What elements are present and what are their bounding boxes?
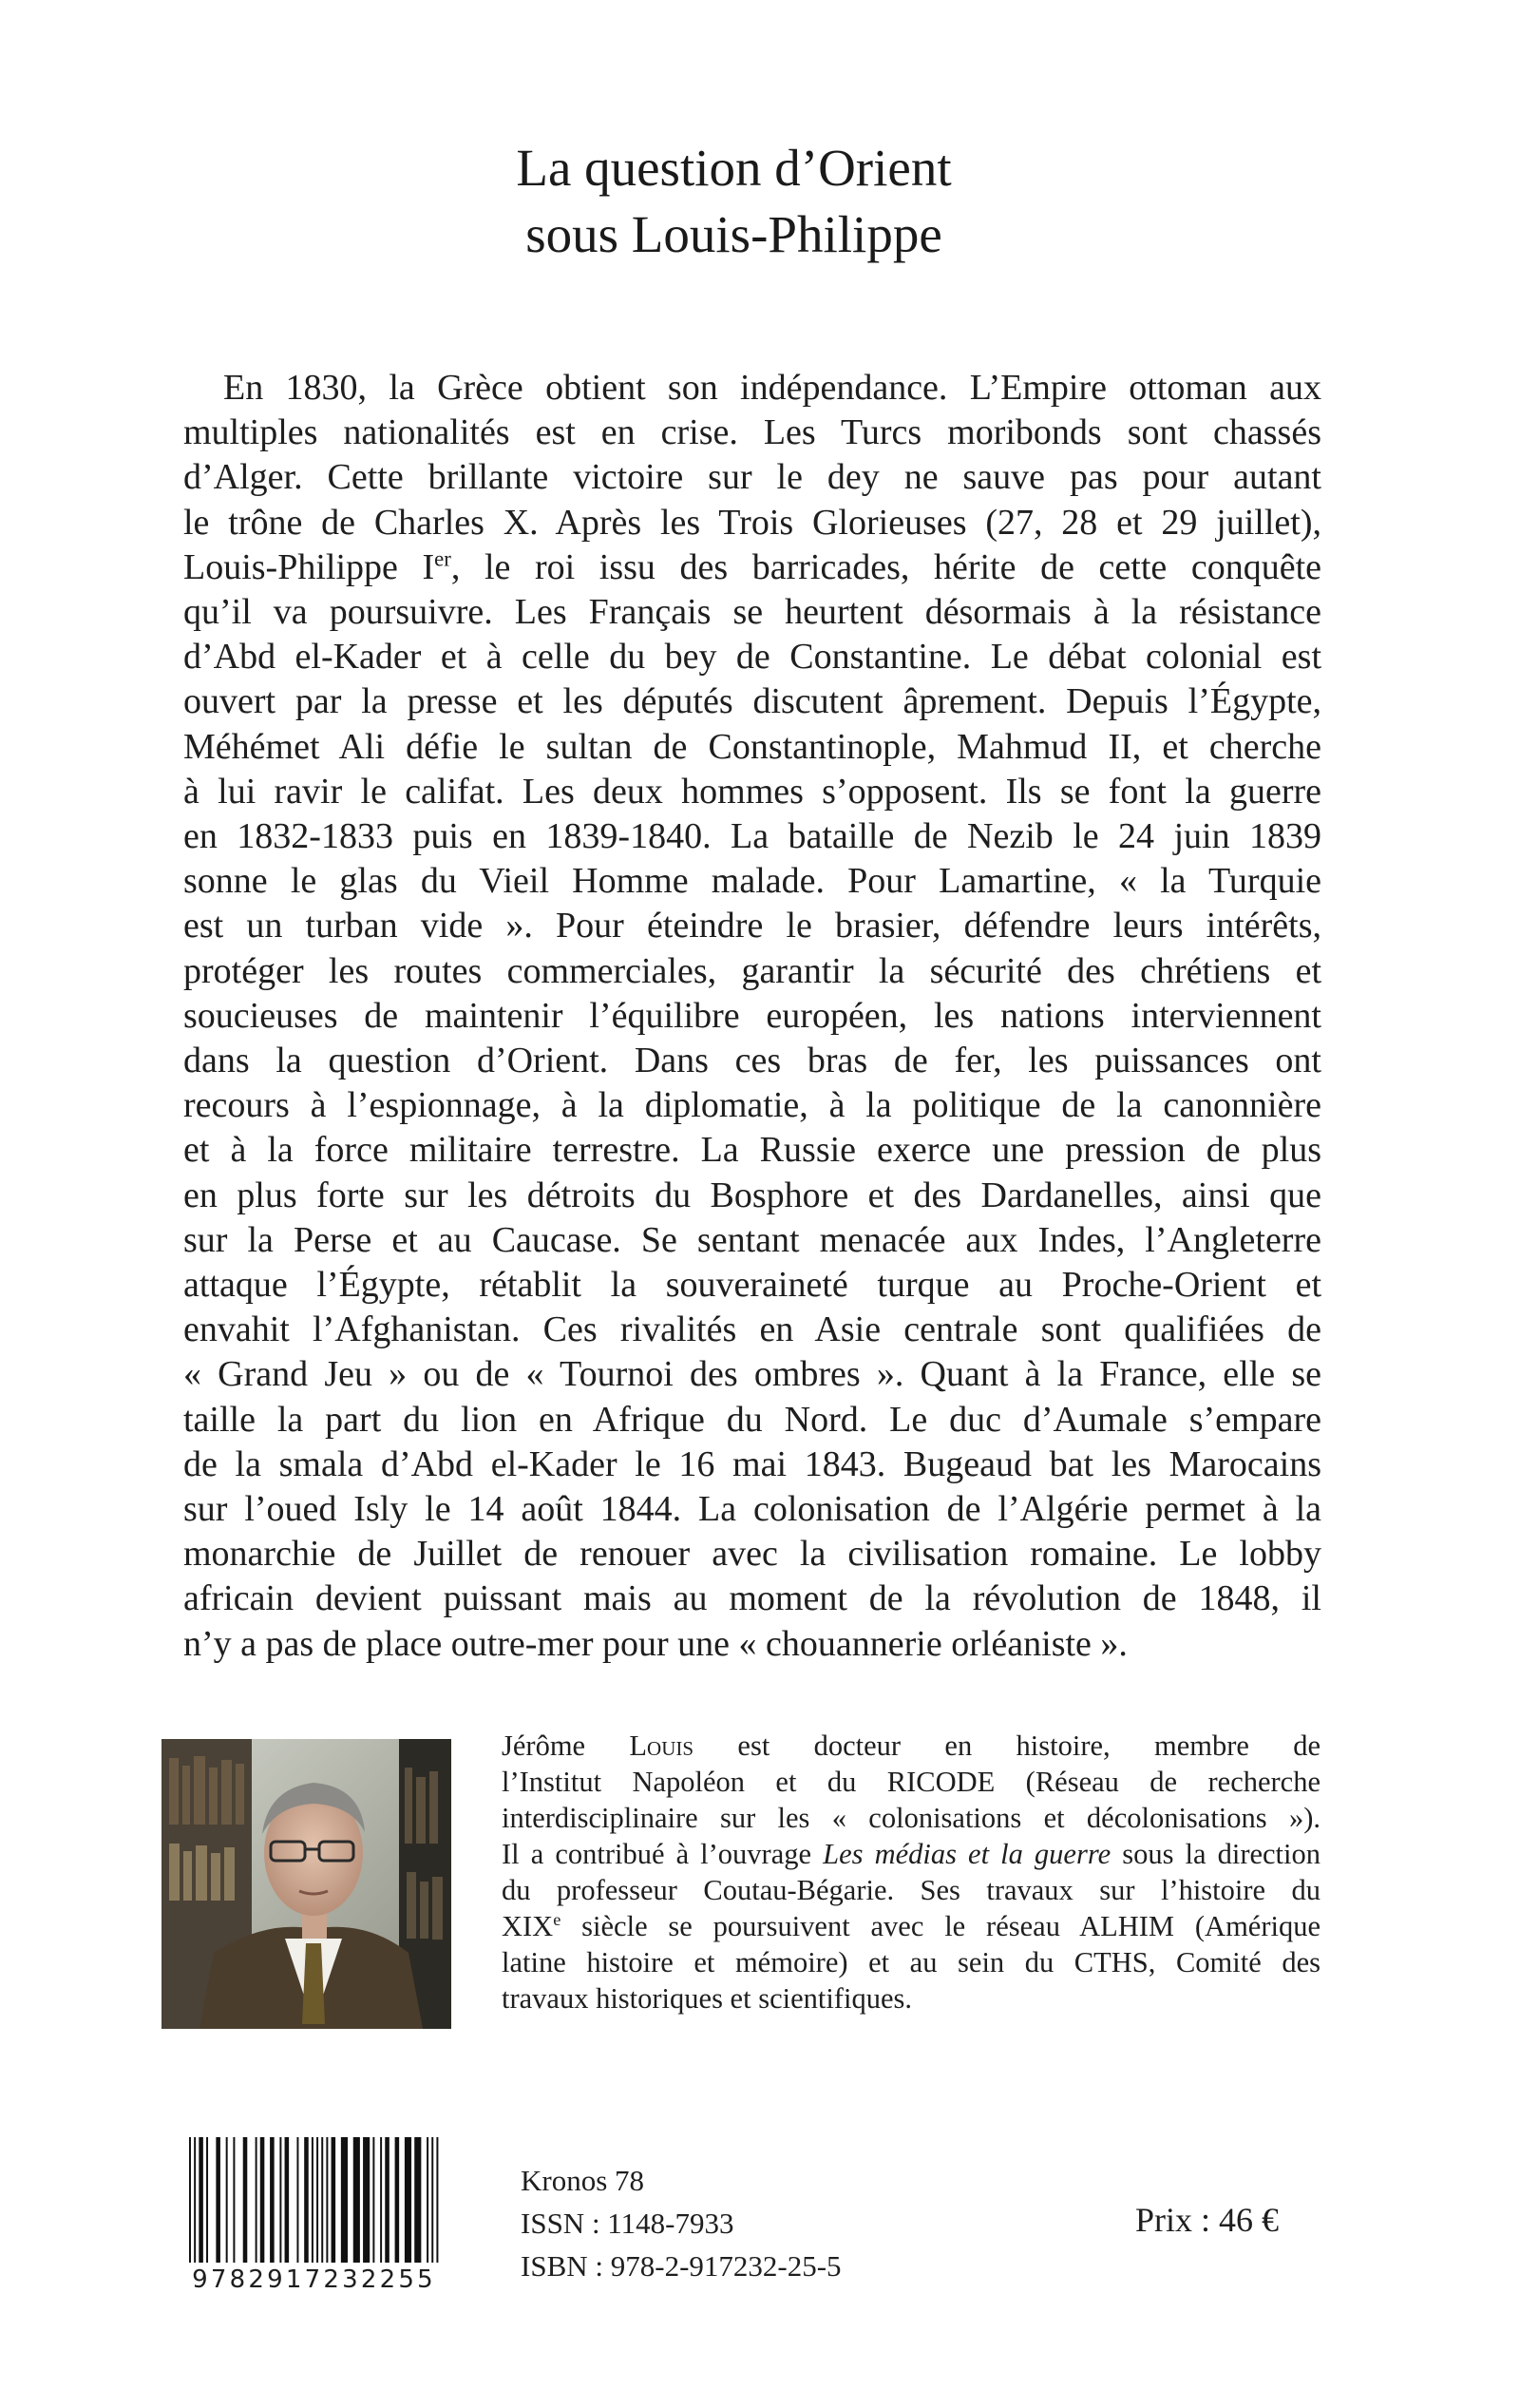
barcode-bar (395, 2137, 400, 2263)
barcode-bar (243, 2137, 248, 2263)
barcode-digits: 9782917232255 (192, 2265, 436, 2294)
barcode-bar (256, 2137, 257, 2263)
bio-line: Jérôme Louis est docteur en histoire, membre de (502, 1730, 1321, 1762)
summary-line: africain devient puissant mais au moment de la révolution de 1848, il (183, 1578, 1321, 1619)
barcode-bar (427, 2137, 428, 2263)
summary-line: qu’il va poursuivre. Les Français se heurtent désormais à la résistance (183, 592, 1321, 633)
book-title (0, 135, 1468, 268)
bio-line: latine histoire et mémoire) et au sein du CTHS, Comité des (502, 1946, 1320, 1978)
barcode-bar (436, 2137, 438, 2263)
summary-line: En 1830, la Grèce obtient son indépendance. L’Empire ottoman aux (223, 368, 1321, 408)
barcode-bar (260, 2137, 265, 2263)
barcode-bar (316, 2137, 318, 2263)
summary-line: monarchie de Juillet de renouer avec la civilisation romaine. Le lobby (183, 1534, 1321, 1575)
barcode-bar (405, 2137, 411, 2263)
series-label: Kronos 78 (521, 2164, 645, 2197)
summary-line: sonne le glas du Vieil Homme malade. Pour Lamartine, « la Turquie (183, 861, 1321, 902)
summary-line: « Grand Jeu » ou de « Tournoi des ombres ». Quant à la France, elle se (183, 1354, 1321, 1395)
barcode-bar (312, 2137, 314, 2263)
summary-line: taille la part du lion en Afrique du Nord. Le duc d’Aumale s’empare (183, 1399, 1321, 1440)
barcode-bar (414, 2137, 421, 2263)
summary-line: ouvert par la presse et les députés discutent âprement. Depuis l’Égypte, (183, 681, 1321, 722)
bio-line: travaux historiques et scientifiques. (502, 1982, 912, 2015)
summary-line: attaque l’Égypte, rétablit la souveraineté turque au Proche-Orient et (183, 1265, 1321, 1306)
author-photo (162, 1739, 451, 2029)
summary-line: Méhémet Ali défie le sultan de Constantinople, Mahmud II, et cherche (183, 726, 1321, 767)
barcode-bar (372, 2137, 374, 2263)
issn-label: ISSN : 1148-7933 (521, 2207, 734, 2240)
barcode-bar (296, 2137, 298, 2263)
bio-line: XIXe siècle se poursuivent avec le réseau ALHIM (Amérique (502, 1910, 1320, 1942)
barcode-bar (226, 2137, 228, 2263)
barcode-bar (216, 2137, 220, 2263)
barcode-bar (363, 2137, 370, 2263)
author-bio (502, 1728, 1320, 2016)
bio-line: l’Institut Napoléon et du RICODE (Réseau de recherche (502, 1766, 1320, 1798)
back-cover-summary (183, 366, 1321, 1667)
summary-line: sur l’oued Isly le 14 août 1844. La colonisation de l’Algérie permet à la (183, 1489, 1321, 1530)
author-last-name: Louis (629, 1730, 694, 1762)
summary-line: d’Abd el-Kader et à celle du bey de Constantine. Le débat colonial est (183, 637, 1321, 678)
barcode-bar (206, 2137, 208, 2263)
summary-line: et à la force militaire terrestre. La Russie exerce une pression de plus (183, 1130, 1321, 1171)
barcode-bar (199, 2137, 203, 2263)
price-label: Prix : 46 € (1135, 2201, 1280, 2239)
summary-line: d’Alger. Cette brillante victoire sur le dey ne sauve pas pour autant (183, 457, 1321, 498)
publication-info (521, 2159, 842, 2287)
summary-line: de la smala d’Abd el-Kader le 16 mai 1843. Bugeaud bat les Marocains (183, 1443, 1321, 1484)
barcode-bar (270, 2137, 275, 2263)
author-first-name: Jérôme (502, 1730, 586, 1762)
summary-line: multiples nationalités est en crise. Les Turcs moribonds sont chassés (183, 412, 1321, 453)
summary-line: n’y a pas de place outre-mer pour une « chouannerie orléaniste ». (183, 1623, 1128, 1664)
summary-line: le trône de Charles X. Après les Trois Glorieuses (27, 28 et 29 juillet), (183, 502, 1321, 543)
barcode-bar (326, 2137, 328, 2263)
summary-line: sur la Perse et au Caucase. Se sentant menacée aux Indes, l’Angleterre (183, 1219, 1321, 1260)
bio-line: Il a contribué à l’ouvrage Les médias et la guerre sous la direction (502, 1838, 1321, 1870)
barcode-bar (194, 2137, 196, 2263)
summary-line: est un turban vide ». Pour éteindre le brasier, défendre leurs intérêts, (183, 906, 1321, 946)
barcode-bar (380, 2137, 382, 2263)
book-title-line-1: La question d’Orient (516, 139, 952, 197)
summary-line: soucieuses de maintenir l’équilibre européen, les nations interviennent (183, 995, 1321, 1036)
barcode-bar (341, 2137, 348, 2263)
isbn-label: ISBN : 978-2-917232-25-5 (521, 2249, 842, 2283)
barcode-bar (385, 2137, 390, 2263)
summary-line: recours à l’espionnage, à la diplomatie, à la politique de la canonnière (183, 1085, 1321, 1126)
cited-work-title: Les médias et la guerre (823, 1838, 1112, 1870)
bio-line: du professeur Coutau-Bégarie. Ses travaux sur l’histoire du (502, 1874, 1320, 1906)
barcode-bar (431, 2137, 433, 2263)
barcode-bar (233, 2137, 235, 2263)
barcode-bar (353, 2137, 360, 2263)
summary-line: dans la question d’Orient. Dans ces bras de fer, les puissances ont (183, 1041, 1321, 1081)
barcode-bar (304, 2137, 309, 2263)
barcode-bar (332, 2137, 336, 2263)
book-title-line-2: sous Louis-Philippe (525, 205, 942, 263)
barcode-bar (279, 2137, 281, 2263)
barcode-bar (285, 2137, 290, 2263)
summary-line: protéger les routes commerciales, garantir la sécurité des chrétiens et (183, 950, 1321, 991)
author-portrait-image (162, 1739, 451, 2029)
barcode-bar (321, 2137, 323, 2263)
summary-line: en plus forte sur les détroits du Bosphore et des Dardanelles, ainsi que (183, 1175, 1321, 1215)
summary-line: envahit l’Afghanistan. Ces rivalités en Asie centrale sont qualifiées de (183, 1309, 1321, 1350)
summary-line: à lui ravir le califat. Les deux hommes s’opposent. Ils se font la guerre (183, 771, 1321, 812)
barcode-bar (189, 2137, 191, 2263)
summary-line: Louis-Philippe Ier, le roi issu des barricades, hérite de cette conquête (183, 546, 1321, 587)
summary-line: en 1832-1833 puis en 1839-1840. La bataille de Nezib le 24 juin 1839 (183, 816, 1321, 857)
bio-line: interdisciplinaire sur les « colonisations et décolonisations »). (502, 1802, 1320, 1834)
